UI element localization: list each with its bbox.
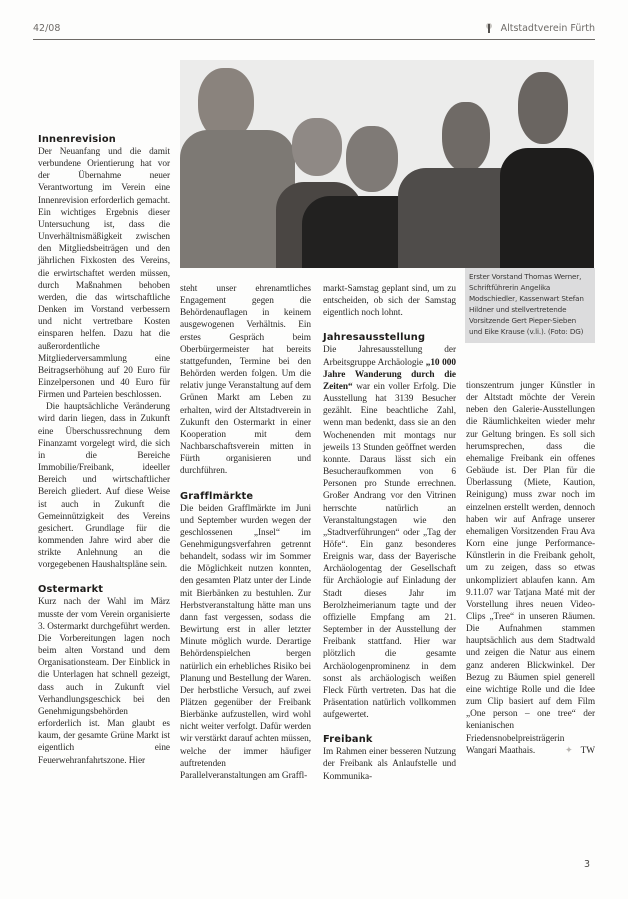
author-signature — [565, 745, 595, 757]
tree-pin-icon — [485, 23, 493, 34]
ostermarkt-paragraph-1: Kurz nach der Wahl im März musste der vom Verein organisierte 3. Ostermarkt durchgeführt werden. Die Vorbereitungen lagen noch beim alten Vorstand und dem Organisationsteam. Der Einblick in die Unterlagen hat schnell gezeigt, dass auch in Zukunft viel Verhandlungsgeschick bei den Genehmigungsbehörden erforderlich ist. Man glaubt es kaum, der gesamte Grüne Markt ist eigentlich eine Feuerwehranfahrtszone. Hier — [38, 597, 170, 766]
author-initials: TW — [580, 745, 595, 756]
heading-freibank: Freibank — [323, 734, 373, 746]
jahresausstellung-paragraph-1 — [323, 344, 456, 721]
heading-grafflmaerkte: Grafflmärkte — [180, 490, 254, 502]
issue-number: 42/08 — [33, 23, 61, 34]
column-4 — [466, 380, 595, 757]
column-1 — [38, 133, 170, 767]
freibank-text: tionszentrum junger Künstler in der Altstadt möchte der Verein neben den Galerie-Ausstellungen die Räumlichkeiten wieder mehr zur Geltung bringen. Es soll sich herumsprechen, dass die ehemalige Freibank ein offenes Gebäude ist. Der Plan für die Überlassung (Miete, Kaution, Reinigung) muss zwar noch im einzelnen erstellt werden, dennoch haben wir auf Anfrage unserer ehemaligen Vorsitzenden Frau Ava Korn eine junge Performance-Künstlerin in die Freibank geholt, um zu zeigen, dass so etwas unkompliziert ablaufen kann. Am 9.11.07 war Tatjana Maté mit der Vorstellung ihres neuen Video-Clips „Tree“ in unseren Räumen. Die Aufnahmen stammen hauptsächlich aus dem Stadtwald und zeigen die Natur aus einem ganz anderen Blickwinkel. Der Bezug zu Bäumen spiel generell eine wichtige Rolle und die Idee zum Clip basiert auf dem Film „One person – one tree“ der kenianischen Friedensnobelpreisträgerin Wangari Maathais. — [466, 381, 595, 756]
column-3 — [323, 283, 456, 783]
grafflmaerkte-paragraph-1: Die beiden Grafflmärkte im Juni und September wurden wegen der geschlossenen „Insel“ im Genehmigungsverfahren getrennt behandelt, sodass wir im Sommer die Möglichkeit nutzen konnten, den gesamten Platz unter der Linde mit Bierbänken zu bestuhlen. Zur Herbstveranstaltung hätte man uns dann fast vergessen, sodass die Bewirtung erst in aller letzter Minute möglich wurde. Derartige Behördenspielchen bergen natürlich ein erhebliches Risiko bei Planung und Bestellung der Waren. Der herbstliche Versuch, auf zwei Plätzen gegenüber der Freibank Bierbänke aufzustellen, wird wohl nicht weiter verfolgt. Dafür werden wir verstärkt darauf achten müssen, welche der immer häufiger auftretenden Parallelveranstaltungen am Graffl- — [180, 503, 311, 781]
person-5 — [500, 72, 594, 268]
photo-caption: Erster Vorstand Thomas Werner, Schriftführerin Angelika Modschiedler, Kassenwart Stefan Hildner und stellvertretende Vorsitzende Gert Pieper-Sieben und Eike Krause (v.li.). (Foto: DG) — [465, 268, 595, 343]
publication-name: Altstadtverein Fürth — [500, 23, 595, 34]
heading-jahresausstellung: Jahresausstellung — [323, 332, 426, 344]
exhibition-title: „10 000 Jahre Wanderung durch die Zeiten“ — [323, 357, 456, 392]
freibank-paragraph-1-continued — [466, 380, 595, 757]
page-number: 3 — [584, 859, 591, 870]
innenrevision-paragraph-2: Die hauptsächliche Veränderung wird darin liegen, dass in Zukunft eine Überschussrechnung dem Finanzamt vorgelegt wird, die sich in die Bereiche Immobilie/Freibank, ideeller Bereich und wirtschaftlicher Bereich gliedert. Auf diese Weise ist auch in Zukunft die Gemeinnützigkeit des Vereins gesichert. Grundlage für die kommenden Jahre wird aber die strikte Anlehnung an die vorgegebenen Haushaltspläne sein. — [38, 402, 170, 571]
column-2 — [180, 283, 311, 782]
jahresausstellung-text-start: Die Jahresausstellung der Arbeitsgruppe Archäologie — [323, 345, 456, 368]
jahresausstellung-text-end: war ein voller Erfolg. Die Ausstellung hat 3139 Besucher gezählt. Eine beachtliche Zahl, wenn man bedenkt, dass sie an den Wochenenden mit montags nur jeweils 13 Stunden geöffnet werden konnte. Daraus lässt sich ein Besucheraufkommen von 6 Personen pro Stunde errechnen. Großer Andrang vor den Vitrinen herrschte natürlich an Veranstaltungstagen wie den „Stadtverführungen“ oder „Tag der Höfe“. Ein ganz besonderes Ereignis war, dass der Bayerische Archäologentag der Gesellschaft für Archäologie auf Einladung der Stadt dieses Jahr im Berolzheimerianum tagte und der offizielle Empfang am 21. September in der Ausstellung der Freibank stattfand. Hier war plötzlich die gesamte Archäologenprominenz in dem sonst als archäologisch weißen Fleck Fürth vertreten. Das hat die Präsentation natürlich vollkommen aufgewertet. — [323, 381, 456, 721]
innenrevision-paragraph-1: Der Neuanfang und die damit verbundene Orientierung hat vor der Übernahme neuer Verantwortung im Verein eine Innenrevision erforderlich gemacht. Ein wichtiges Ergebnis dieser Untersuchung ist, dass die Unverhältnismäßigkeit zwischen den Mitgliedsbeiträgen und den jährlichen Fixkosten des Vereins, die erwirtschaftet werden müssen, durch Maßnahmen behoben werden, die das wirtschaftliche Denken im Vorstand verbessern und nicht vertretbare Kosten einsparen helfen. Dazu hat die außerordentliche Mitgliederversammlung eine Beitragserhöhung auf 20 Euro für Einzelpersonen und 40 Euro für Firmen und Parteien beschlossen. — [38, 147, 170, 401]
group-photo — [180, 60, 594, 268]
ostermarkt-paragraph-1-continued: steht unser ehrenamtliches Engagement gegen die Behördenauflagen in keinem ausgewogenen Verhältnis. Ein erstes Gespräch beim Oberbürgermeister hat bereits stattgefunden, Termine bei den Behörden werden folgen. Um die relativ junge Veranstaltung auf dem Grünen Markt am Leben zu erhalten, wird der Altstadtverein in Zukunft den Ostermarkt in einer Kooperation mit dem Nachbarschaftsverein mitten in Fürth organisieren und durchführen. — [180, 284, 311, 477]
tree-pin-icon: ✦ — [564, 745, 573, 756]
grafflmaerkte-paragraph-1-continued: markt-Samstag geplant sind, um zu entscheiden, ob sich der Samstag eigentlich noch lohnt. — [323, 284, 456, 319]
heading-innenrevision: Innenrevision — [38, 134, 116, 145]
publication-brand — [485, 23, 595, 34]
heading-ostermarkt: Ostermarkt — [38, 584, 104, 596]
page-header — [33, 21, 595, 40]
freibank-paragraph-1: Im Rahmen einer besseren Nutzung der Freibank als Anlaufstelle und Kommunika- — [323, 747, 456, 782]
